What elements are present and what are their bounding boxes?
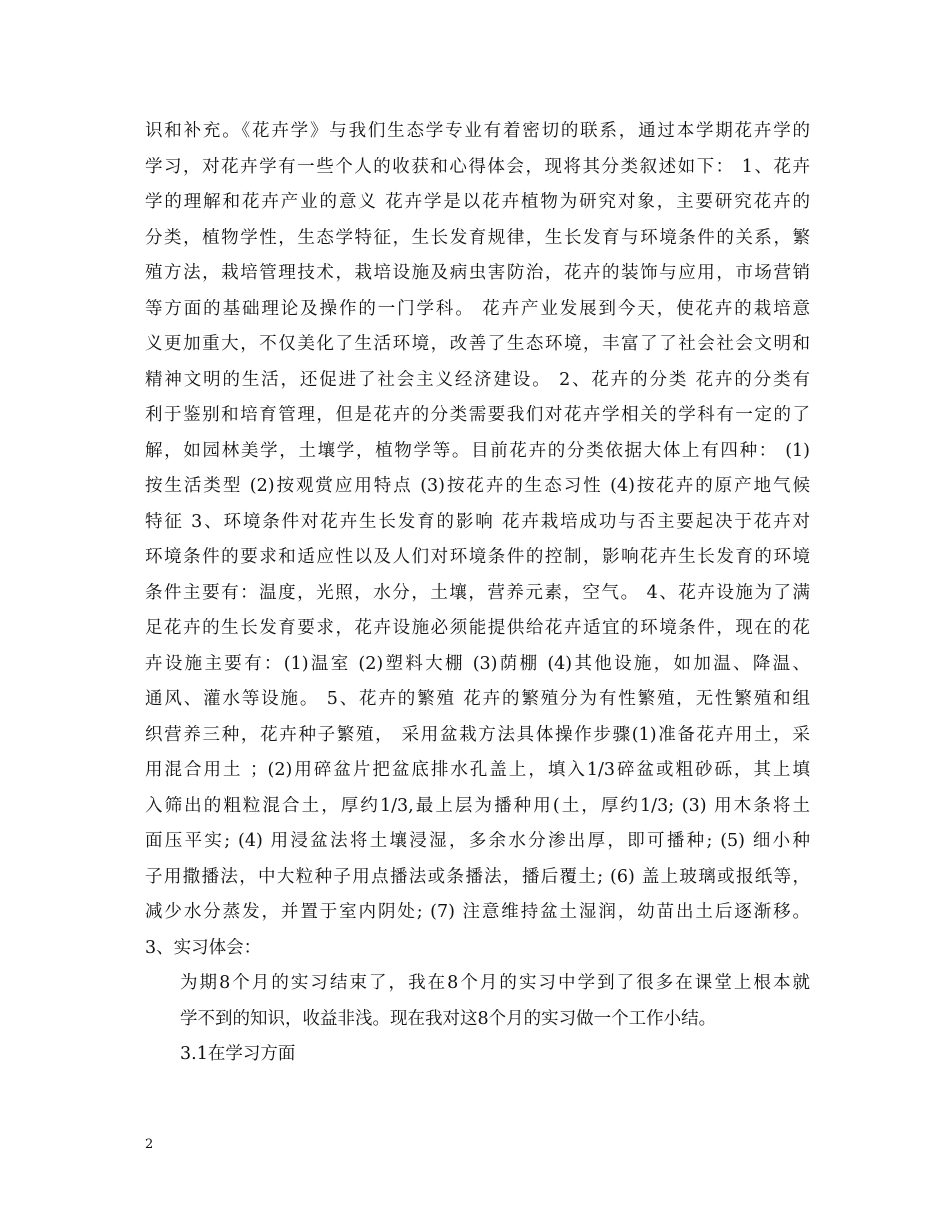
text-line: 足花卉的生长发育要求，花卉设施必须能提供给花卉适宜的环境条件，现在的花	[145, 618, 810, 638]
text-line: 利于鉴别和培育管理，但是花卉的分类需要我们对花卉学相关的学科有一定的了	[145, 405, 810, 425]
text-line: 学的理解和花卉产业的意义 花卉学是以花卉植物为研究对象，主要研究花卉的	[145, 192, 810, 212]
text-line: 面压平实; (4) 用浸盆法将土壤浸湿，多余水分渗出厚，即可播种; (5) 细小种	[145, 831, 810, 851]
text-line: 等方面的基础理论及操作的一门学科。 花卉产业发展到今天，使花卉的栽培意	[145, 298, 810, 319]
paragraph-line: 学不到的知识，收益非浅。现在我对这8个月的实习做一个工作小结。	[180, 1008, 717, 1029]
text-line: 按生活类型 (2)按观赏应用特点 (3)按花卉的生态习性 (4)按花卉的原产地气候	[145, 476, 810, 496]
text-line: 环境条件的要求和适应性以及人们对环境条件的控制，影响花卉生长发育的环境	[145, 547, 810, 567]
text-line: 分类，植物学性，生态学特征，生长发育规律，生长发育与环境条件的关系，繁	[145, 227, 810, 248]
text-line: 义更加重大，不仅美化了生活环境，改善了生态环境，丰富了了社会社会文明和	[145, 334, 810, 354]
text-line: 卉设施主要有：(1)温室 (2)塑料大棚 (3)荫棚 (4)其他设施，如加温、降温、	[145, 653, 810, 674]
text-line: 识和补充。《花卉学》与我们生态学专业有着密切的联系，通过本学期花卉学的	[145, 121, 810, 141]
subheading: 3.1在学习方面	[180, 1044, 296, 1064]
paragraph-line: 为期8个月的实习结束了，我在8个月的实习中学到了很多在课堂上根本就	[180, 973, 810, 993]
text-line: 通风、灌水等设施。 5、花卉的繁殖 花卉的繁殖分为有性繁殖，无性繁殖和组	[145, 689, 810, 709]
text-line: 织营养三种，花卉种子繁殖， 采用盆栽方法具体操作步骤(1)准备花卉用土，采	[145, 724, 810, 745]
text-line: 学习，对花卉学有一些个人的收获和心得体会，现将其分类叙述如下： 1、花卉	[145, 156, 810, 177]
text-line: 特征 3、环境条件对花卉生长发育的影响 花卉栽培成功与否主要起决于花卉对	[145, 511, 810, 532]
text-line: 减少水分蒸发，并置于室内阴处; (7) 注意维持盆土湿润，幼苗出土后逐渐移。	[145, 902, 810, 922]
document-body	[145, 114, 810, 1073]
text-line: 条件主要有：温度，光照，水分，土壤，营养元素，空气。 4、花卉设施为了满	[145, 582, 810, 603]
page-number: 2	[145, 1137, 154, 1152]
text-line: 用混合用土 ；(2)用碎盆片把盆底排水孔盖上，填入1/3碎盆或粗砂砾，其上填	[145, 760, 810, 780]
text-line: 精神文明的生活，还促进了社会主义经济建设。 2、花卉的分类 花卉的分类有	[145, 369, 810, 390]
text-line: 子用撒播法，中大粒种子用点播法或条播法，播后覆土; (6) 盖上玻璃或报纸等，	[145, 866, 810, 887]
text-line: 殖方法，栽培管理技术，栽培设施及病虫害防治，花卉的装饰与应用，市场营销	[145, 263, 810, 283]
text-line: 入筛出的粗粒混合土，厚约1/3,最上层为播种用(土，厚约1/3; (3) 用木条将土	[145, 795, 810, 816]
text-line: 解，如园林美学，土壤学，植物学等。目前花卉的分类依据大体上有四种： (1)	[145, 440, 810, 461]
section-heading: 3、实习体会：	[145, 937, 262, 958]
